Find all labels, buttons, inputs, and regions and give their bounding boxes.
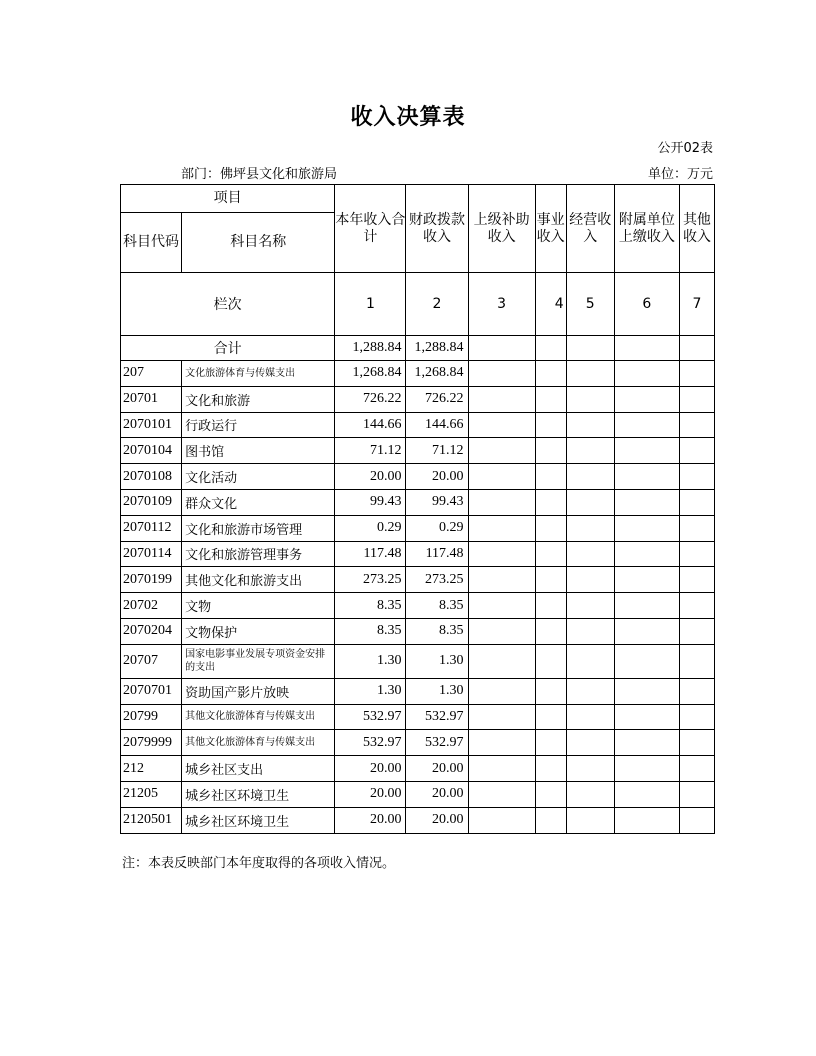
- empty-cell: [614, 438, 679, 464]
- empty-cell: [468, 756, 535, 782]
- col1-value-cell: 532.97: [335, 730, 406, 756]
- empty-cell: [679, 678, 714, 704]
- subject-name-cell: 城乡社区环境卫生: [182, 807, 335, 833]
- empty-cell: [679, 618, 714, 644]
- sequence-cell: 2: [406, 273, 468, 336]
- empty-cell: [566, 644, 614, 678]
- col2-value-cell: 20.00: [406, 756, 468, 782]
- subject-name-cell: 文化和旅游管理事务: [182, 541, 335, 567]
- table-row: [121, 438, 715, 464]
- empty-cell: [614, 386, 679, 412]
- col6-header: 附属单位上缴收入: [614, 185, 679, 273]
- empty-cell: [566, 361, 614, 387]
- empty-cell: [535, 781, 566, 807]
- table-row: [121, 704, 715, 730]
- empty-cell: [614, 704, 679, 730]
- sequence-row: [121, 273, 715, 336]
- col1-value-cell: 273.25: [335, 567, 406, 593]
- empty-cell: [535, 704, 566, 730]
- empty-cell: [468, 336, 535, 361]
- empty-cell: [535, 464, 566, 490]
- empty-cell: [468, 412, 535, 438]
- subject-name-cell: 国家电影事业发展专项资金安排的支出: [182, 644, 335, 678]
- table-row: [121, 593, 715, 619]
- col2-value-cell: 71.12: [406, 438, 468, 464]
- sequence-label: 栏次: [121, 273, 335, 336]
- subject-name-cell: 其他文化和旅游支出: [182, 567, 335, 593]
- empty-cell: [614, 412, 679, 438]
- subject-code-cell: 20702: [121, 593, 182, 619]
- col2-value-cell: 1.30: [406, 678, 468, 704]
- subject-name-cell: 文化旅游体育与传媒支出: [182, 361, 335, 387]
- empty-cell: [614, 541, 679, 567]
- empty-cell: [614, 807, 679, 833]
- col2-value-cell: 20.00: [406, 781, 468, 807]
- empty-cell: [468, 361, 535, 387]
- table-row: [121, 464, 715, 490]
- sequence-cell: 3: [468, 273, 535, 336]
- empty-cell: [468, 567, 535, 593]
- empty-cell: [468, 464, 535, 490]
- empty-cell: [614, 644, 679, 678]
- empty-cell: [566, 489, 614, 515]
- header-row-top: [121, 185, 715, 213]
- col1-value-cell: 117.48: [335, 541, 406, 567]
- col1-value-cell: 71.12: [335, 438, 406, 464]
- empty-cell: [468, 678, 535, 704]
- subject-code-cell: 2079999: [121, 730, 182, 756]
- col1-value-cell: 1.30: [335, 678, 406, 704]
- empty-cell: [535, 386, 566, 412]
- empty-cell: [566, 678, 614, 704]
- col1-value-cell: 99.43: [335, 489, 406, 515]
- empty-cell: [566, 386, 614, 412]
- form-code: 公开02表: [657, 141, 713, 156]
- subject-code-cell: 2070114: [121, 541, 182, 567]
- col1-value-cell: 1.30: [335, 644, 406, 678]
- subject-name-cell: 行政运行: [182, 412, 335, 438]
- table-row: [121, 730, 715, 756]
- empty-cell: [679, 756, 714, 782]
- subject-name-cell: 文化和旅游市场管理: [182, 515, 335, 541]
- empty-cell: [679, 361, 714, 387]
- subject-code-cell: 21205: [121, 781, 182, 807]
- col1-value-cell: 8.35: [335, 618, 406, 644]
- col1-value-cell: 8.35: [335, 593, 406, 619]
- subject-code-cell: 2070109: [121, 489, 182, 515]
- subject-name-cell: 资助国产影片放映: [182, 678, 335, 704]
- department-label: 部门：佛坪县文化和旅游局: [181, 167, 338, 182]
- empty-cell: [566, 541, 614, 567]
- empty-cell: [614, 567, 679, 593]
- col1-value-cell: 20.00: [335, 807, 406, 833]
- subject-name-cell: 文化活动: [182, 464, 335, 490]
- subject-code-cell: 2070112: [121, 515, 182, 541]
- empty-cell: [468, 781, 535, 807]
- empty-cell: [535, 541, 566, 567]
- col2-value-cell: 20.00: [406, 464, 468, 490]
- empty-cell: [468, 618, 535, 644]
- total-col2: 1,288.84: [406, 336, 468, 361]
- empty-cell: [566, 464, 614, 490]
- subject-code-cell: 212: [121, 756, 182, 782]
- subject-code-cell: 20701: [121, 386, 182, 412]
- table-row: [121, 781, 715, 807]
- subject-code-header: 科目代码: [121, 213, 182, 273]
- subject-code-cell: 2070108: [121, 464, 182, 490]
- total-row: [121, 336, 715, 361]
- empty-cell: [535, 515, 566, 541]
- subject-code-cell: 20799: [121, 704, 182, 730]
- table-row: [121, 618, 715, 644]
- empty-cell: [535, 618, 566, 644]
- empty-cell: [614, 336, 679, 361]
- table-row: [121, 541, 715, 567]
- subject-name-cell: 图书馆: [182, 438, 335, 464]
- col1-value-cell: 726.22: [335, 386, 406, 412]
- empty-cell: [679, 489, 714, 515]
- empty-cell: [679, 644, 714, 678]
- col2-value-cell: 8.35: [406, 618, 468, 644]
- empty-cell: [679, 593, 714, 619]
- empty-cell: [679, 336, 714, 361]
- col1-value-cell: 0.29: [335, 515, 406, 541]
- sequence-cell: 4: [535, 273, 566, 336]
- empty-cell: [566, 515, 614, 541]
- empty-cell: [468, 644, 535, 678]
- empty-cell: [535, 644, 566, 678]
- table-row: [121, 386, 715, 412]
- empty-cell: [679, 412, 714, 438]
- col1-header: 本年收入合计: [335, 185, 406, 273]
- empty-cell: [535, 438, 566, 464]
- col2-value-cell: 532.97: [406, 730, 468, 756]
- empty-cell: [614, 515, 679, 541]
- empty-cell: [468, 438, 535, 464]
- unit-label: 单位：万元: [647, 167, 713, 182]
- empty-cell: [535, 807, 566, 833]
- empty-cell: [566, 593, 614, 619]
- col7-header: 其他收入: [679, 185, 714, 273]
- page-title: 收入决算表: [350, 105, 466, 130]
- subject-name-cell: 城乡社区支出: [182, 756, 335, 782]
- col2-value-cell: 532.97: [406, 704, 468, 730]
- table-row: [121, 489, 715, 515]
- col2-value-cell: 117.48: [406, 541, 468, 567]
- total-col1: 1,288.84: [335, 336, 406, 361]
- empty-cell: [679, 541, 714, 567]
- col2-value-cell: 726.22: [406, 386, 468, 412]
- col1-value-cell: 20.00: [335, 464, 406, 490]
- subject-name-cell: 文化和旅游: [182, 386, 335, 412]
- empty-cell: [614, 756, 679, 782]
- empty-cell: [679, 567, 714, 593]
- total-label: 合计: [121, 336, 335, 361]
- table-row: [121, 678, 715, 704]
- empty-cell: [468, 807, 535, 833]
- empty-cell: [614, 730, 679, 756]
- empty-cell: [614, 678, 679, 704]
- col2-value-cell: 1.30: [406, 644, 468, 678]
- empty-cell: [468, 515, 535, 541]
- col2-value-cell: 1,268.84: [406, 361, 468, 387]
- empty-cell: [566, 704, 614, 730]
- sequence-cell: 7: [679, 273, 714, 336]
- footnote: 注：本表反映部门本年度取得的各项收入情况。: [122, 856, 396, 871]
- empty-cell: [679, 730, 714, 756]
- empty-cell: [468, 489, 535, 515]
- empty-cell: [566, 730, 614, 756]
- subject-name-cell: 群众文化: [182, 489, 335, 515]
- empty-cell: [614, 361, 679, 387]
- empty-cell: [468, 730, 535, 756]
- table-row: [121, 807, 715, 833]
- table-row: [121, 412, 715, 438]
- empty-cell: [566, 412, 614, 438]
- empty-cell: [566, 756, 614, 782]
- empty-cell: [566, 781, 614, 807]
- empty-cell: [535, 593, 566, 619]
- empty-cell: [614, 593, 679, 619]
- empty-cell: [679, 781, 714, 807]
- empty-cell: [468, 593, 535, 619]
- empty-cell: [614, 781, 679, 807]
- empty-cell: [468, 541, 535, 567]
- subject-code-cell: 2070104: [121, 438, 182, 464]
- subject-code-cell: 2120501: [121, 807, 182, 833]
- subject-code-cell: 2070701: [121, 678, 182, 704]
- subject-code-cell: 2070204: [121, 618, 182, 644]
- subject-name-header: 科目名称: [182, 213, 335, 273]
- empty-cell: [566, 438, 614, 464]
- table-row: [121, 756, 715, 782]
- empty-cell: [566, 618, 614, 644]
- empty-cell: [535, 336, 566, 361]
- subject-code-cell: 2070101: [121, 412, 182, 438]
- col1-value-cell: 1,268.84: [335, 361, 406, 387]
- subject-code-cell: 207: [121, 361, 182, 387]
- empty-cell: [535, 412, 566, 438]
- col1-value-cell: 20.00: [335, 781, 406, 807]
- table-row: [121, 361, 715, 387]
- subject-code-cell: 2070199: [121, 567, 182, 593]
- table-row: [121, 567, 715, 593]
- col1-value-cell: 20.00: [335, 756, 406, 782]
- empty-cell: [614, 464, 679, 490]
- empty-cell: [535, 489, 566, 515]
- col1-value-cell: 532.97: [335, 704, 406, 730]
- table-row: [121, 644, 715, 678]
- empty-cell: [468, 704, 535, 730]
- empty-cell: [679, 386, 714, 412]
- empty-cell: [566, 567, 614, 593]
- col2-value-cell: 99.43: [406, 489, 468, 515]
- empty-cell: [566, 807, 614, 833]
- sequence-cell: 1: [335, 273, 406, 336]
- col4-header: 事业收入: [535, 185, 566, 273]
- col3-header: 上级补助收入: [468, 185, 535, 273]
- empty-cell: [468, 386, 535, 412]
- project-header: 项目: [121, 185, 335, 213]
- data-rows: [121, 361, 715, 834]
- empty-cell: [535, 678, 566, 704]
- col1-value-cell: 144.66: [335, 412, 406, 438]
- empty-cell: [679, 807, 714, 833]
- col2-value-cell: 20.00: [406, 807, 468, 833]
- empty-cell: [535, 567, 566, 593]
- empty-cell: [535, 730, 566, 756]
- subject-name-cell: 文物: [182, 593, 335, 619]
- col2-value-cell: 0.29: [406, 515, 468, 541]
- subject-name-cell: 城乡社区环境卫生: [182, 781, 335, 807]
- empty-cell: [535, 361, 566, 387]
- col2-value-cell: 144.66: [406, 412, 468, 438]
- empty-cell: [679, 464, 714, 490]
- empty-cell: [679, 438, 714, 464]
- table-row: [121, 515, 715, 541]
- empty-cell: [614, 489, 679, 515]
- sequence-cell: 5: [566, 273, 614, 336]
- empty-cell: [679, 515, 714, 541]
- col2-value-cell: 273.25: [406, 567, 468, 593]
- col2-value-cell: 8.35: [406, 593, 468, 619]
- col5-header: 经营收入: [566, 185, 614, 273]
- income-table: [120, 184, 715, 834]
- sequence-cell: 6: [614, 273, 679, 336]
- subject-name-cell: 文物保护: [182, 618, 335, 644]
- empty-cell: [679, 704, 714, 730]
- subject-code-cell: 20707: [121, 644, 182, 678]
- col2-header: 财政拨款收入: [406, 185, 468, 273]
- subject-name-cell: 其他文化旅游体育与传媒支出: [182, 704, 335, 730]
- empty-cell: [614, 618, 679, 644]
- empty-cell: [535, 756, 566, 782]
- empty-cell: [566, 336, 614, 361]
- subject-name-cell: 其他文化旅游体育与传媒支出: [182, 730, 335, 756]
